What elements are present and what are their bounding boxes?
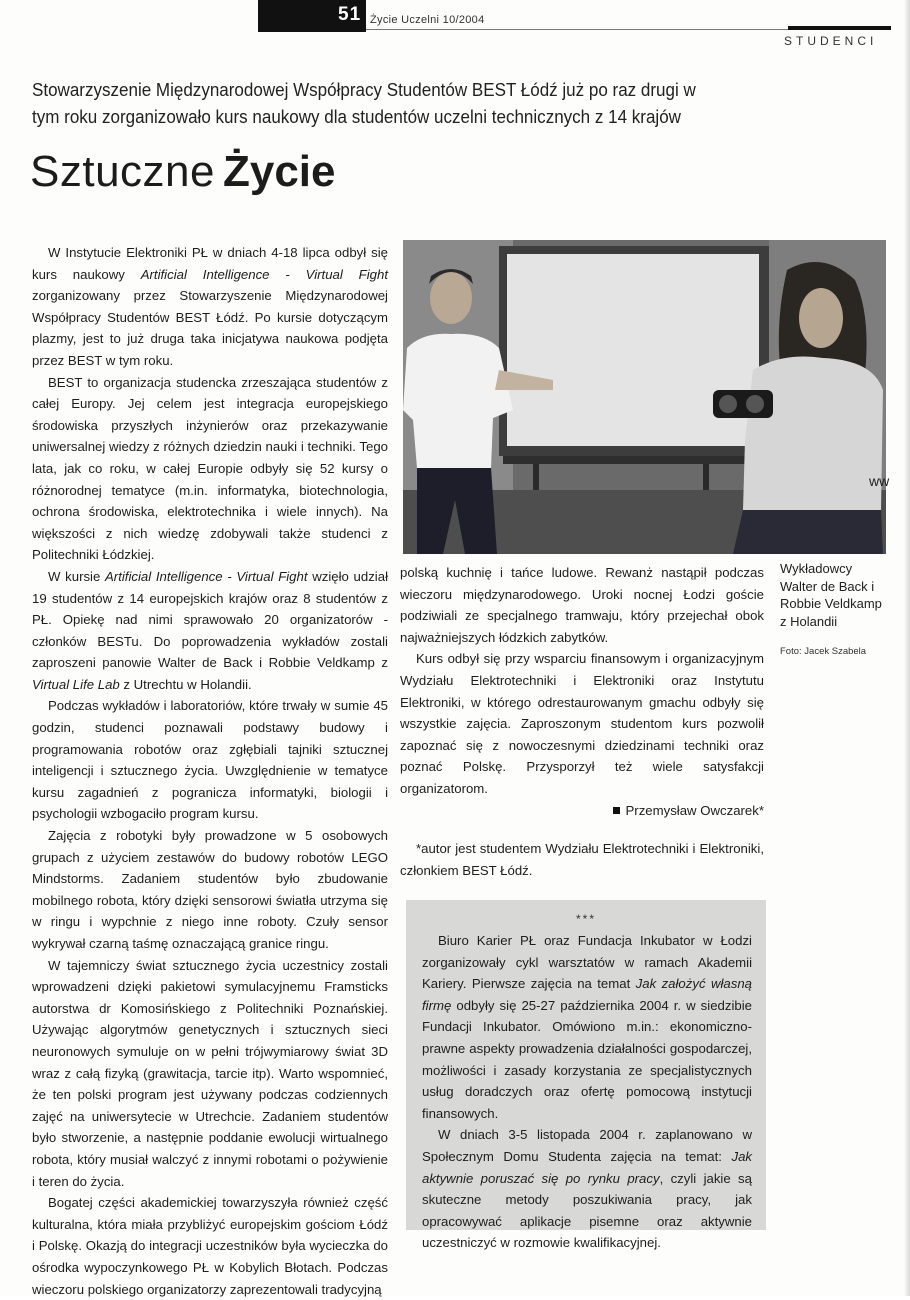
box-separator: ***: [575, 912, 596, 926]
paragraph: polską kuchnię i tańce ludowe. Rewanż nastąpił podczas wieczoru międzynarodowego. Uroki nocnej Łodzi goście podziwiali ze specjalnego tramwaju, który przejechał obok najważniejszych łódzkich zabytków.: [400, 565, 764, 645]
paragraph: Zajęcia z robotyki były prowadzone w 5 osobowych grupach z użyciem zestawów do budowy robotów LEGO Mindstorms. Zadaniem studentów było zbudowanie mobilnego robota, który dzięki sensorowi światła utrzyma się w ringu i wypchnie z niego inne roboty. Czuły sensor wykrywał czarną taśmę oznaczającą granice ringu.: [32, 828, 388, 951]
box-text: [422, 930, 752, 1254]
photo-credit: Foto: Jacek Szabela: [780, 646, 867, 657]
paragraph: Podczas wykładów i laboratoriów, które trwały w sumie 45 godzin, studenci poznawali podstawy budowy i programowania robotów oraz zgłębiali tajniki sztucznej inteligencji i sztucznego życia. Uwzględnienie w tematyce kursu zagadnień z pogranicza informatyki, biologii i psychologii wzbogaciło program kursu.: [32, 698, 388, 822]
author-signature: Przemysław Owczarek*: [400, 800, 764, 822]
svg-text:ww: ww: [869, 473, 890, 489]
article-column-2: [400, 562, 764, 881]
paragraph: Biuro Karier PŁ oraz Fundacja Inkubator w Łodzi zorganizowały cykl warsztatów w ramach Akademii Kariery. Pierwsze zajęcia na temat Jak założyć własną firmę odbyły się 25-27 października 2004 r. w siedzibie Fundacji Inkubator. Omówiono m.in.: ekonomiczno-prawne aspekty prowadzenia działalności gospodarczej, możliwości i zasady korzystania ze specjalistycznych usług doradczych oraz ofertę pomocową instytucji finansowych.: [422, 933, 752, 1121]
article-column-1: [32, 242, 388, 1300]
paragraph: W kursie Artificial Intelligence - Virtual Fight wzięło udział 19 studentów z 14 europejskich krajów oraz 8 studentów z PŁ. Opiekę nad nimi sprawowało 20 organizatorów - członków BESTu. Do poprowadzenia wykładów zostali zaproszeni panowie Walter de Back i Robbie Veldkamp z Virtual Life Lab z Utrechtu w Holandii.: [32, 568, 388, 692]
page-number: 51: [338, 4, 362, 25]
square-bullet-icon: [613, 807, 620, 814]
paragraph: W tajemniczy świat sztucznego życia uczestnicy zostali wprowadzeni dzięki pakietowi symulacyjnemu Framsticks autorstwa dr Komosińskiego z Politechniki Poznańskiej. Używając algorytmów genetycznych i sztucznych sieci neuronowych symuluje on w pełni trójwymiarowy świat 3D wraz z całą fizyką (grawitacja, tarcie itp). Warto wspomnieć, że ten polski program jest używany podczas codziennych zajęć na uniwersytecie w Utrechcie. Zadaniem studentów było stworzenie, a następnie poddanie ewolucji wirtualnego robota, który musiał walczyć z innymi robotami o pożywienie i teren do życia.: [32, 957, 388, 1189]
author-footnote: *autor jest studentem Wydziału Elektrotechniki i Elektroniki, członkiem BEST Łódź.: [400, 841, 764, 878]
article-lead: Stowarzyszenie Międzynarodowej Współpracy Studentów BEST Łódź już po raz drugi w tym roku zorganizowało kurs naukowy dla studentów uczelni technicznych z 14 krajów: [32, 79, 696, 127]
section-label: STUDENCI: [784, 34, 878, 48]
paragraph: W dniach 3-5 listopada 2004 r. zaplanowano w Społecznym Domu Studenta zajęcia na temat: Jak aktywnie poruszać się po rynku pracy, czyli jakie są skuteczne metody poszukiwania pracy, jak opracowywać aplikacje pisemne oraz aktywnie uczestniczyć w rozmowie kwalifikacyjnej.: [422, 1127, 752, 1251]
paragraph: BEST to organizacja studencka zrzeszająca studentów z całej Europy. Jej celem jest integracja europejskiego środowiska przyszłych inżynierów oraz przekazywanie uniwersalnej wiedzy z różnych dziedzin nauki i techniki. Tego lata, jak co roku, w całej Europie odbyły się 52 kursy o różnorodnej tematyce (m.in. informatyka, biotechnologia, ochrona środowiska, elektrotechnika i wiele innych). Na większości z nich wiedzę zdobywali także studenci z Politechniki Łódzkiej.: [32, 374, 388, 563]
title-part-1: Sztuczne: [30, 147, 215, 196]
news-box: [406, 900, 766, 1251]
photo-caption: Wykładowcy Walter de Back i Robbie Veldkamp z Holandii: [780, 561, 882, 629]
paragraph: W Instytucie Elektroniki PŁ w dniach 4-18 lipca odbył się kurs naukowy Artificial Intelligence - Virtual Fight zorganizowany przez Stowarzyszenie Międzynarodowej Współpracy Studentów BEST Łódź. Po kursie dotyczącym plazmy, jest to już druga taka inicjatywa naukowa podjęta przez BEST w tym roku.: [32, 245, 388, 368]
title-part-2: Życie: [222, 147, 336, 196]
header-rule-accent: [788, 26, 891, 30]
lecturers-photo: [403, 240, 890, 554]
running-title: Życie Uczelni 10/2004: [370, 14, 485, 26]
photo-illustration: [403, 240, 890, 554]
paragraph: Kurs odbył się przy wsparciu finansowym i organizacyjnym Wydziału Elektrotechniki i Elektroniki oraz Instytutu Elektroniki, w którego odrestaurowanym gmachu odbyły się wszystkie zajęcia. Zaproszonym studentom kurs pozwolił zapoznać się z nowoczesnymi dziedzinami techniki oraz poznać Polskę. Przysporzył też wiele satysfakcji organizatorom.: [400, 651, 764, 796]
article-title: [30, 142, 336, 202]
paragraph: Bogatej części akademickiej towarzyszyła również część kulturalna, która miała przybliżyć europejskim gościom Łódź i Polskę. Okazją do integracji uczestników była wycieczka do ośrodka wypoczynkowego PŁ w Kobylich Błotach. Podczas wieczoru polskiego organizatorzy zaprezentowali tradycyjną: [32, 1195, 388, 1297]
